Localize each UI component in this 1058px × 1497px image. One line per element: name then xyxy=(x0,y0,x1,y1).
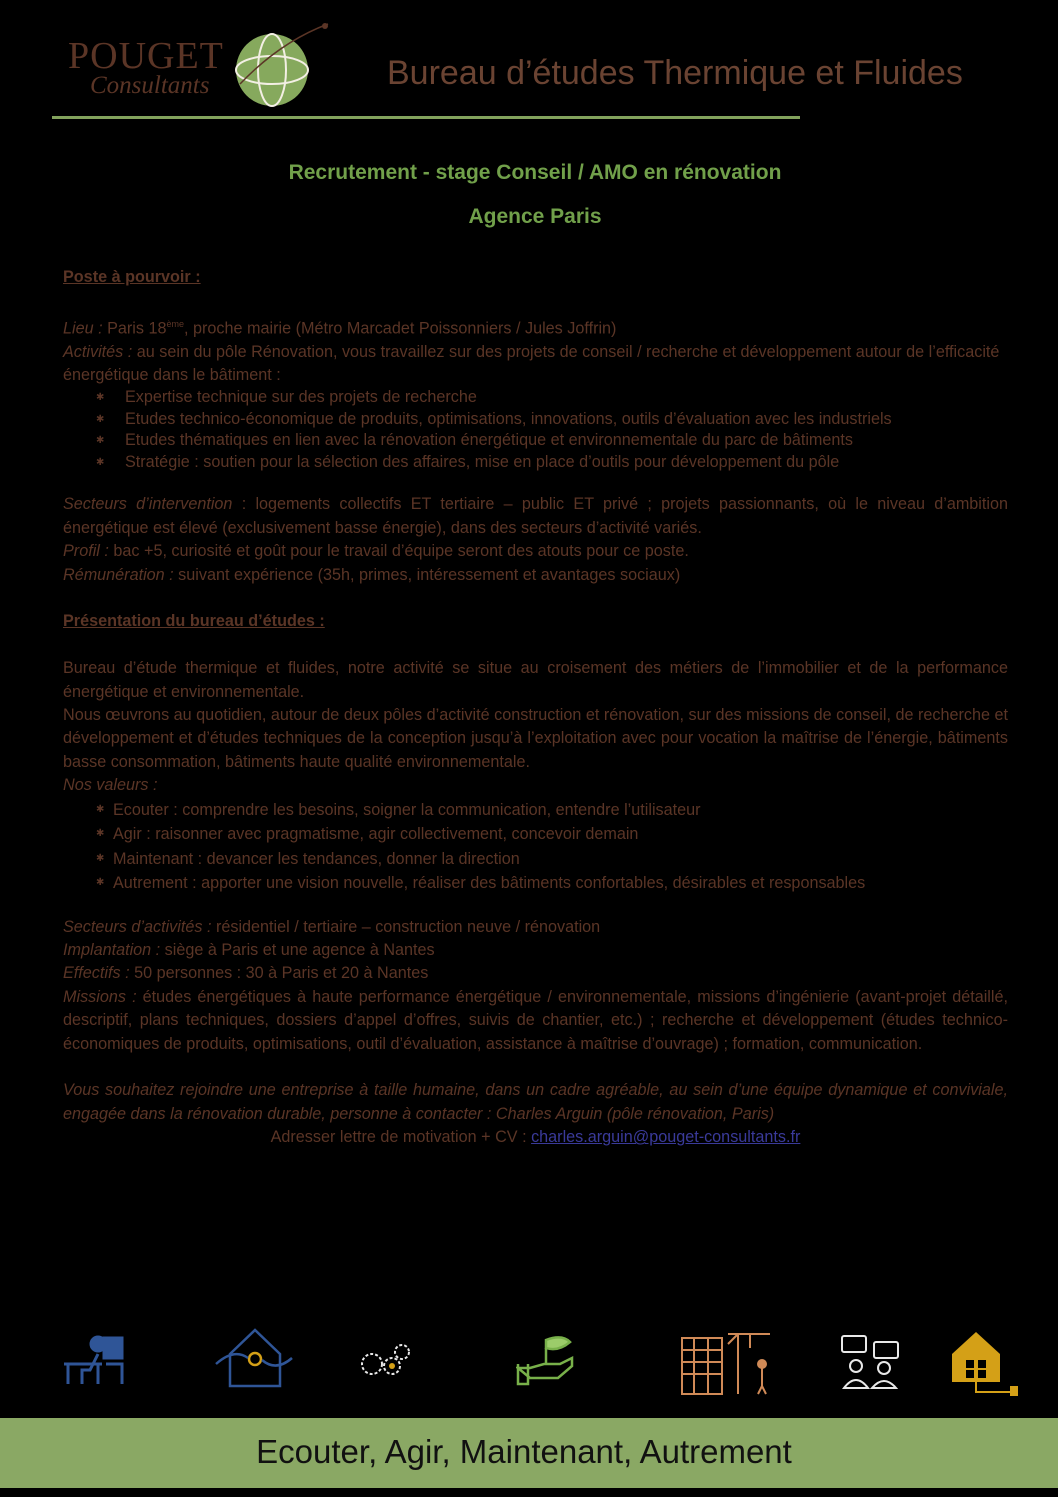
header-title: Bureau d’études Thermique et Fluides xyxy=(387,54,963,92)
valeurs-label: Nos valeurs : xyxy=(63,776,158,795)
presentation-paragraph-2: Nous œuvrons au quotidien, autour de deux pôles d’activité construction et rénovation, sur des missions de conseil, de recherche et développement et d’études techniques de la conception jusqu’à l’exploitation avec pour vocation la maîtrise de l’énergie, bâtiments basse consommation, bâtiments haute qualité environnementale. xyxy=(63,706,1008,771)
valeurs-list xyxy=(63,798,1008,896)
implantation-line xyxy=(63,939,1008,962)
secteurs-activites-label: Secteurs d’activités : xyxy=(63,917,212,936)
lieu-rest: , proche mairie (Métro Marcadet Poissonniers / Jules Joffrin) xyxy=(184,319,617,338)
globe-icon xyxy=(230,22,330,112)
activites-list xyxy=(63,387,1008,473)
list-item: ✱ Ecouter : comprendre les besoins, soigner la communication, entendre l’utilisateur xyxy=(63,798,1008,823)
implantation-label: Implantation : xyxy=(63,941,161,960)
list-item: ✱ Expertise technique sur des projets de recherche xyxy=(63,387,1008,409)
profil-label: Profil : xyxy=(63,542,109,561)
list-item: ✱ Stratégie : soutien pour la sélection des affaires, mise en place d’outils pour développement du pôle xyxy=(63,452,1008,474)
list-item: ✱ Etudes thématiques en lien avec la rénovation énergétique et environnementale du parc de bâtiments xyxy=(63,430,1008,452)
secteurs-activites-text: résidentiel / tertiaire – construction neuve / rénovation xyxy=(211,917,601,936)
document-body xyxy=(63,266,1008,1150)
secteurs-intervention-line xyxy=(63,493,1008,540)
header-divider xyxy=(52,116,800,119)
apply-text: Adresser lettre de motivation + CV : xyxy=(270,1128,532,1147)
presentation-paragraph-1: Bureau d’étude thermique et fluides, notre activité se situe au croisement des métiers de l’immobilier et de la performance énergétique et environnementale. xyxy=(63,659,1008,701)
lieu-sup: ème xyxy=(166,318,185,329)
effectifs-text: 50 personnes : 30 à Paris et 20 à Nantes xyxy=(129,964,429,983)
missions-text: études énergétiques à haute performance énergétique / environnementale, missions d’ingénierie (avant-projet détaillé, descriptif, plans techniques, dossiers d’appel d’offres, suivis de chantier, etc.) ; recherche et développement (études technico-économiques de produits, optimisations, outil d’évaluation, assistance à maîtrise d’ouvrage) ; formation, communication. xyxy=(63,987,1009,1053)
secteurs-activites-line xyxy=(63,916,1008,939)
gears-icon xyxy=(358,1342,412,1382)
secteurs-label: Secteurs d’intervention xyxy=(63,495,233,514)
missions-line xyxy=(63,986,1008,1056)
desk-worker-icon xyxy=(62,1334,126,1386)
remuneration-label: Rémunération : xyxy=(63,565,174,584)
house-plug-icon xyxy=(944,1328,1020,1400)
lieu-text: Paris 18 xyxy=(102,319,167,338)
page-title: Recrutement - stage Conseil / AMO en rénovation xyxy=(288,161,782,184)
activites-line xyxy=(63,341,1008,388)
list-item: ✱ Maintenant : devancer les tendances, donner la direction xyxy=(63,847,1008,872)
secteurs-text: : logements collectifs ET tertiaire – public ET privé ; projets passionnants, où le niveau d’ambition énergétique est élevé (exclusivement basse énergie), dans des secteurs d’activité variés. xyxy=(63,495,1009,537)
section-heading-presentation: Présentation du bureau d’études : xyxy=(63,612,325,631)
list-item: ✱ Agir : raisonner avec pragmatisme, agir collectivement, concevoir demain xyxy=(63,822,1008,847)
company-logo xyxy=(68,22,338,112)
page-subtitle: Agence Paris xyxy=(468,205,602,228)
implantation-text: siège à Paris et une agence à Nantes xyxy=(160,941,435,960)
effectifs-label: Effectifs : xyxy=(63,964,130,983)
closing-paragraph: Vous souhaitez rejoindre une entreprise à taille humaine, dans un cadre agréable, au sein d’une équipe dynamique et conviviale, engagée dans la rénovation durable, personne à contacter : Charles Arguin (pôle rénovation, Paris) xyxy=(63,1081,1008,1123)
team-meeting-icon xyxy=(838,1334,904,1390)
lieu-label: Lieu : xyxy=(63,319,103,338)
list-item: ✱ Autrement : apporter une vision nouvelle, réaliser des bâtiments confortables, désirables et responsables xyxy=(63,871,1008,896)
lieu-line xyxy=(63,313,1008,341)
logo-subtitle: Consultants xyxy=(90,72,210,99)
contact-email-link[interactable]: charles.arguin@pouget-consultants.fr xyxy=(531,1128,801,1147)
remuneration-line xyxy=(63,564,1008,587)
profil-line xyxy=(63,540,1008,563)
hand-plant-icon xyxy=(516,1334,578,1386)
list-item: ✱ Etudes technico-économique de produits, optimisations, innovations, outils d’évaluation avec les industriels xyxy=(63,409,1008,431)
apply-line xyxy=(63,1126,1008,1149)
section-heading-poste: Poste à pourvoir : xyxy=(63,268,201,286)
construction-site-icon xyxy=(678,1328,774,1396)
activites-label: Activités : xyxy=(63,342,133,361)
remuneration-text: suivant expérience (35h, primes, intéressement et avantages sociaux) xyxy=(173,565,681,584)
logo-word: POUGET xyxy=(68,35,224,77)
missions-label: Missions : xyxy=(63,987,137,1006)
profil-text: bac +5, curiosité et goût pour le travail d’équipe seront des atouts pour ce poste. xyxy=(108,542,689,561)
house-climate-icon xyxy=(214,1326,296,1388)
activites-text: au sein du pôle Rénovation, vous travaillez sur des projets de conseil / recherche et développement autour de l’efficacité énergétique dans le bâtiment : xyxy=(63,342,1000,384)
footer-slogan: Ecouter, Agir, Maintenant, Autrement xyxy=(256,1433,792,1470)
effectifs-line xyxy=(63,962,1008,985)
